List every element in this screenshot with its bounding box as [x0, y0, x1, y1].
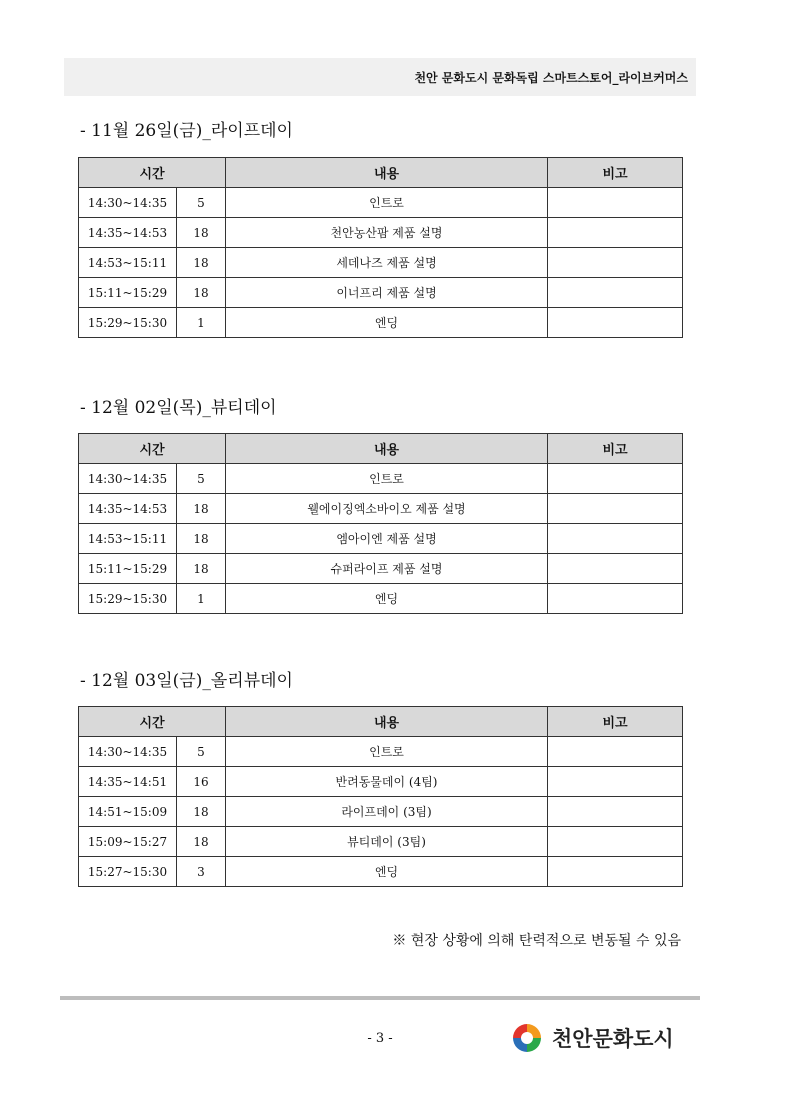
note-cell — [548, 308, 683, 338]
table-row — [79, 524, 683, 554]
note-cell — [548, 767, 683, 797]
table-row — [79, 218, 683, 248]
header-time: 시간 — [79, 707, 226, 737]
minutes-cell: 18 — [177, 248, 226, 278]
content-cell: 슈퍼라이프 제품 설명 — [226, 554, 548, 584]
minutes-cell: 1 — [177, 584, 226, 614]
time-cell: 15:09~15:27 — [79, 827, 177, 857]
table-row — [79, 767, 683, 797]
content-cell: 뷰티데이 (3팀) — [226, 827, 548, 857]
table-row — [79, 584, 683, 614]
minutes-cell: 18 — [177, 827, 226, 857]
header-title: 천안 문화도시 문화독립 스마트스토어_라이브커머스 — [414, 71, 688, 85]
table-row — [79, 464, 683, 494]
table-row — [79, 308, 683, 338]
note-cell — [548, 188, 683, 218]
time-cell: 15:29~15:30 — [79, 308, 177, 338]
schedule-table-1 — [78, 157, 683, 338]
table-header-row — [79, 434, 683, 464]
content-cell: 라이프데이 (3팀) — [226, 797, 548, 827]
table-row — [79, 857, 683, 887]
note-cell — [548, 554, 683, 584]
minutes-cell: 18 — [177, 524, 226, 554]
note-cell — [548, 584, 683, 614]
section-title-1: - 11월 26일(금)_라이프데이 — [80, 121, 293, 141]
minutes-cell: 3 — [177, 857, 226, 887]
footnote: ※ 현장 상황에 의해 탄력적으로 변동될 수 있음 — [392, 933, 681, 949]
time-cell: 14:35~14:53 — [79, 494, 177, 524]
table-row — [79, 248, 683, 278]
table-row — [79, 827, 683, 857]
note-cell — [548, 248, 683, 278]
schedule-table-3 — [78, 706, 683, 887]
content-cell: 웰에이징엑소바이오 제품 설명 — [226, 494, 548, 524]
note-cell — [548, 278, 683, 308]
minutes-cell: 1 — [177, 308, 226, 338]
minutes-cell: 5 — [177, 188, 226, 218]
minutes-cell: 18 — [177, 797, 226, 827]
time-cell: 14:35~14:53 — [79, 218, 177, 248]
header-band — [64, 58, 696, 96]
header-note: 비고 — [548, 158, 683, 188]
content-cell: 천안농산팜 제품 설명 — [226, 218, 548, 248]
content-cell: 반려동물데이 (4팀) — [226, 767, 548, 797]
minutes-cell: 18 — [177, 278, 226, 308]
time-cell: 14:30~14:35 — [79, 188, 177, 218]
cheonan-culture-city-logo — [510, 1020, 674, 1056]
note-cell — [548, 797, 683, 827]
table-row — [79, 188, 683, 218]
header-time: 시간 — [79, 434, 226, 464]
time-cell: 14:53~15:11 — [79, 248, 177, 278]
time-cell: 15:29~15:30 — [79, 584, 177, 614]
content-cell: 인트로 — [226, 188, 548, 218]
section-title-3: - 12월 03일(금)_올리뷰데이 — [80, 671, 293, 691]
minutes-cell: 5 — [177, 737, 226, 767]
minutes-cell: 18 — [177, 218, 226, 248]
table-row — [79, 278, 683, 308]
time-cell: 14:30~14:35 — [79, 737, 177, 767]
minutes-cell: 18 — [177, 554, 226, 584]
logo-text: 천안문화도시 — [552, 1027, 674, 1051]
time-cell: 15:27~15:30 — [79, 857, 177, 887]
header-content: 내용 — [226, 707, 548, 737]
note-cell — [548, 857, 683, 887]
content-cell: 엠아이엔 제품 설명 — [226, 524, 548, 554]
minutes-cell: 18 — [177, 494, 226, 524]
note-cell — [548, 737, 683, 767]
table-header-row — [79, 707, 683, 737]
content-cell: 인트로 — [226, 464, 548, 494]
section-title-2: - 12월 02일(목)_뷰티데이 — [80, 398, 277, 418]
content-cell: 엔딩 — [226, 308, 548, 338]
note-cell — [548, 494, 683, 524]
table-row — [79, 554, 683, 584]
page-number: - 3 - — [367, 1031, 393, 1046]
time-cell: 15:11~15:29 — [79, 278, 177, 308]
table-header-row — [79, 158, 683, 188]
table-row — [79, 494, 683, 524]
content-cell: 세데나즈 제품 설명 — [226, 248, 548, 278]
header-time: 시간 — [79, 158, 226, 188]
note-cell — [548, 524, 683, 554]
minutes-cell: 5 — [177, 464, 226, 494]
footer-divider — [60, 996, 700, 1000]
time-cell: 14:53~15:11 — [79, 524, 177, 554]
time-cell: 14:30~14:35 — [79, 464, 177, 494]
content-cell: 엔딩 — [226, 857, 548, 887]
content-cell: 이너프리 제품 설명 — [226, 278, 548, 308]
table-row — [79, 797, 683, 827]
header-note: 비고 — [548, 707, 683, 737]
content-cell: 엔딩 — [226, 584, 548, 614]
time-cell: 14:51~15:09 — [79, 797, 177, 827]
header-content: 내용 — [226, 434, 548, 464]
header-note: 비고 — [548, 434, 683, 464]
note-cell — [548, 827, 683, 857]
note-cell — [548, 464, 683, 494]
note-cell — [548, 218, 683, 248]
logo-mark-icon — [510, 1021, 544, 1055]
schedule-table-2 — [78, 433, 683, 614]
table-row — [79, 737, 683, 767]
time-cell: 14:35~14:51 — [79, 767, 177, 797]
time-cell: 15:11~15:29 — [79, 554, 177, 584]
minutes-cell: 16 — [177, 767, 226, 797]
content-cell: 인트로 — [226, 737, 548, 767]
header-content: 내용 — [226, 158, 548, 188]
